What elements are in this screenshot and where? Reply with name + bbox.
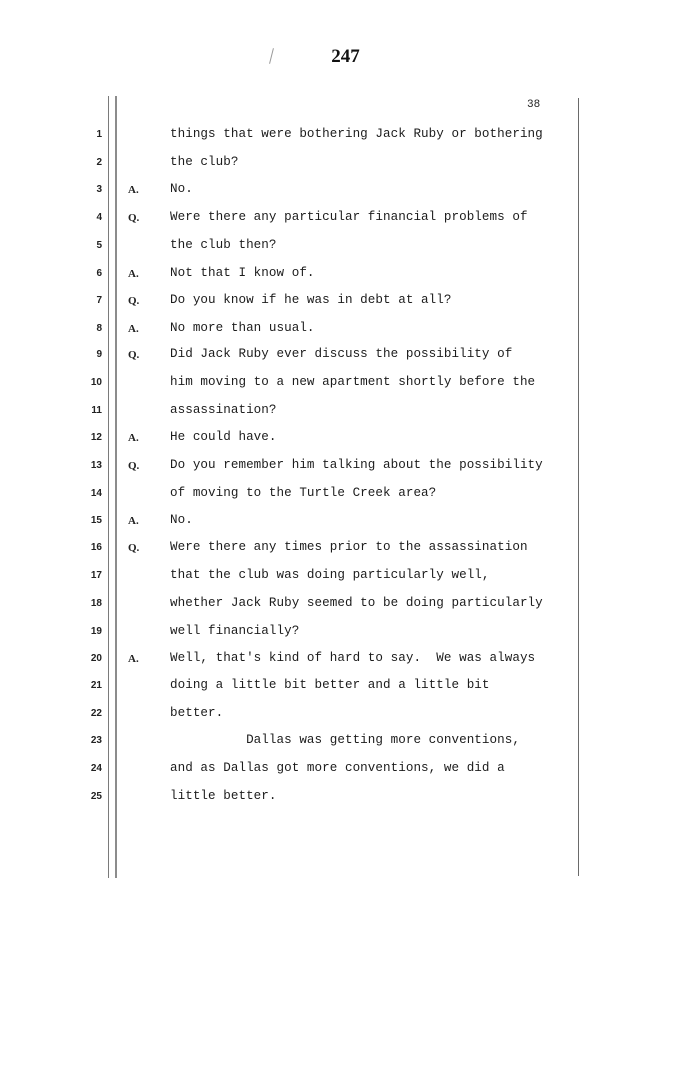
speaker-marker: A. <box>128 515 139 527</box>
page-number: 247 <box>331 46 360 67</box>
line-text: No more than usual. <box>170 321 315 335</box>
line-text: that the club was doing particularly well, <box>170 568 490 582</box>
line-text: the club then? <box>170 238 277 252</box>
speaker-marker: Q. <box>128 349 140 361</box>
speaker-marker: Q. <box>128 460 140 472</box>
line-number: 15 <box>90 515 102 526</box>
speaker-marker: Q. <box>128 542 140 554</box>
line-number: 25 <box>90 791 102 802</box>
line-text: Do you remember him talking about the possibility <box>170 458 543 472</box>
speaker-marker: A. <box>128 268 139 280</box>
line-number: 13 <box>90 460 102 471</box>
line-number: 19 <box>90 626 102 637</box>
line-text: him moving to a new apartment shortly before the <box>170 375 536 389</box>
line-text: and as Dallas got more conventions, we did a <box>170 761 505 775</box>
sheet-number: 38 <box>527 99 541 111</box>
speaker-marker: Q. <box>128 212 140 224</box>
line-number: 7 <box>96 295 102 306</box>
line-text: He could have. <box>170 430 277 444</box>
line-number: 9 <box>96 349 102 360</box>
line-text: well financially? <box>170 624 300 638</box>
line-number: 18 <box>90 598 102 609</box>
line-number: 16 <box>90 542 102 553</box>
line-text: Did Jack Ruby ever discuss the possibility of <box>170 347 513 361</box>
line-text: doing a little bit better and a little bit <box>170 678 490 692</box>
right-margin-rule <box>578 98 579 876</box>
line-text: Not that I know of. <box>170 266 315 280</box>
line-text: Well, that's kind of hard to say. We was always <box>170 651 536 665</box>
line-number: 11 <box>91 405 102 416</box>
line-number: 20 <box>90 653 102 664</box>
line-number: 24 <box>90 763 102 774</box>
line-text: Were there any particular financial problems of <box>170 210 528 224</box>
line-number: 12 <box>90 432 102 443</box>
line-text: Do you know if he was in debt at all? <box>170 293 452 307</box>
line-number: 14 <box>90 488 102 499</box>
line-number: 10 <box>90 377 102 388</box>
line-number: 3 <box>96 184 102 195</box>
line-text: little better. <box>170 789 277 803</box>
line-text: better. <box>170 706 224 720</box>
line-number: 22 <box>90 708 102 719</box>
line-number: 4 <box>96 212 102 223</box>
line-number: 8 <box>96 323 102 334</box>
line-number: 5 <box>96 240 102 251</box>
speaker-marker: A. <box>128 323 139 335</box>
line-text: assassination? <box>170 403 277 417</box>
line-number: 2 <box>96 157 102 168</box>
left-margin-rule-inner <box>115 96 117 878</box>
line-number: 23 <box>90 735 102 746</box>
line-text: whether Jack Ruby seemed to be doing particularly <box>170 596 543 610</box>
speaker-marker: A. <box>128 653 139 665</box>
line-number: 1 <box>96 129 102 140</box>
line-text: Were there any times prior to the assassination <box>170 540 528 554</box>
speaker-marker: A. <box>128 432 139 444</box>
speaker-marker: A. <box>128 184 139 196</box>
line-text: of moving to the Turtle Creek area? <box>170 486 437 500</box>
line-number: 17 <box>90 570 102 581</box>
line-text: No. <box>170 182 193 196</box>
line-text: things that were bothering Jack Ruby or bothering <box>170 127 543 141</box>
left-margin-rule <box>108 96 109 878</box>
line-text: Dallas was getting more conventions, <box>170 733 520 747</box>
line-number: 6 <box>96 268 102 279</box>
line-text: the club? <box>170 155 239 169</box>
speaker-marker: Q. <box>128 295 140 307</box>
line-number: 21 <box>90 680 102 691</box>
line-text: No. <box>170 513 193 527</box>
